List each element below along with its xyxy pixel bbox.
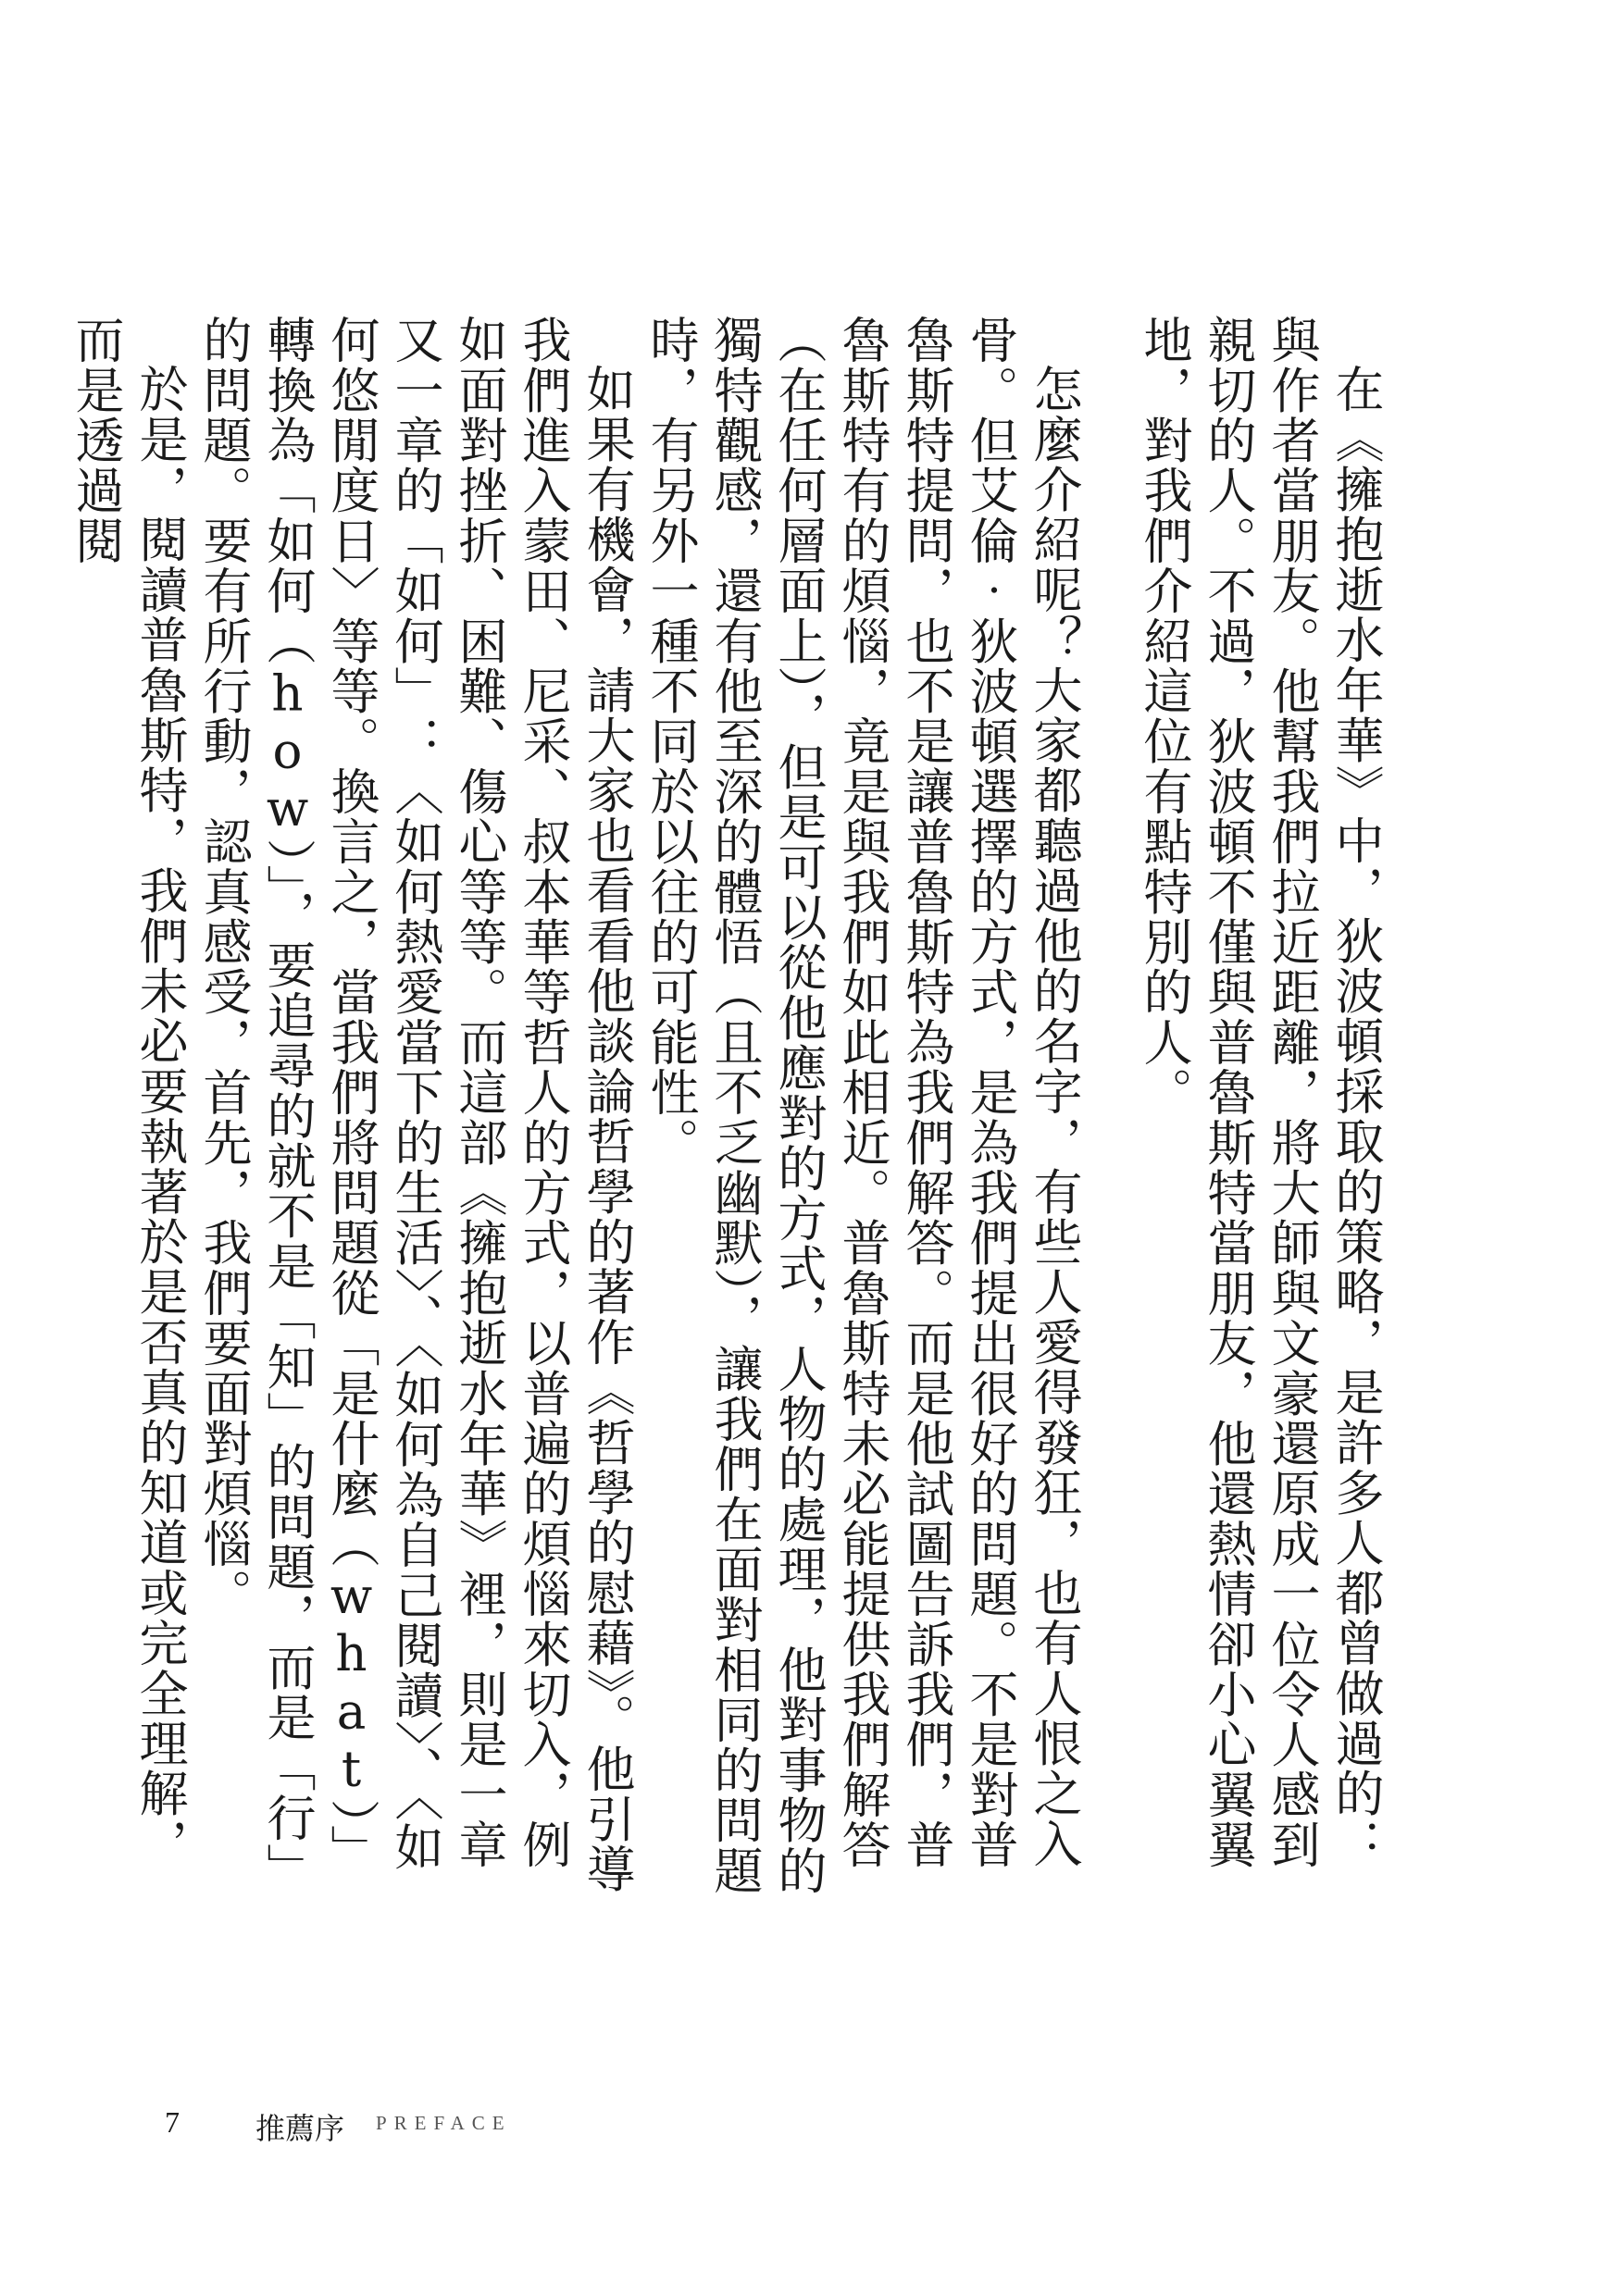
body-text — [64, 315, 1388, 1906]
section-subtitle: PREFACE — [376, 2112, 512, 2134]
paragraph-1: 在《擁抱逝水年華》中，狄波頓採取的策略，是許多人都曾做過的：與作者當朋友。他幫我們拉近距離，將大師與文豪還原成一位令人感到親切的人。不過，狄波頓不僅與普魯斯特當朋友，他還熱情卻小心翼翼地，對我們介紹這位有點特別的人。 — [1136, 315, 1384, 1870]
page-number: 7 — [165, 2105, 180, 2139]
paragraph-3: 如果有機會，請大家也看看他談論哲學的著作《哲學的慰藉》。他引導我們進入蒙田、尼采、叔本華等哲人的方式，以普遍的煩惱來切入，例如面對挫折、困難、傷心等等。而這部《擁抱逝水年華》裡，則是一章又一章的「如何」：〈如何熱愛當下的生活〉、〈如何為自己閱讀〉、〈如何悠閒度日〉等等。換言之，當我們將問題從「是什麼（what）」轉換為「如何（how）」，要追尋的就不是「知」的問題，而是「行」的問題。要有所行動，認真感受，首先，我們要面對煩惱。 — [195, 315, 635, 1894]
paragraph-2: 怎麼介紹呢？大家都聽過他的名字，有些人愛得發狂，也有人恨之入骨。但艾倫‧狄波頓選擇的方式，是為我們提出很好的問題。不是對普魯斯特提問，也不是讓普魯斯特為我們解答。而是他試圖告訴我們，普魯斯特有的煩惱，竟是與我們如此相近。普魯斯特未必能提供我們解答（在任何層面上），但是可以從他應對的方式，人物的處理，他對事物的獨特觀感，還有他至深的體悟（且不乏幽默），讓我們在面對相同的問題時，有另外一種不同於以往的可能性。 — [642, 315, 1082, 1895]
paragraph-4: 於是，閱讀普魯斯特，我們未必要執著於是否真的知道或完全理解，而是透過閱 — [68, 315, 188, 1868]
section-title: 推薦序 — [255, 2111, 345, 2146]
